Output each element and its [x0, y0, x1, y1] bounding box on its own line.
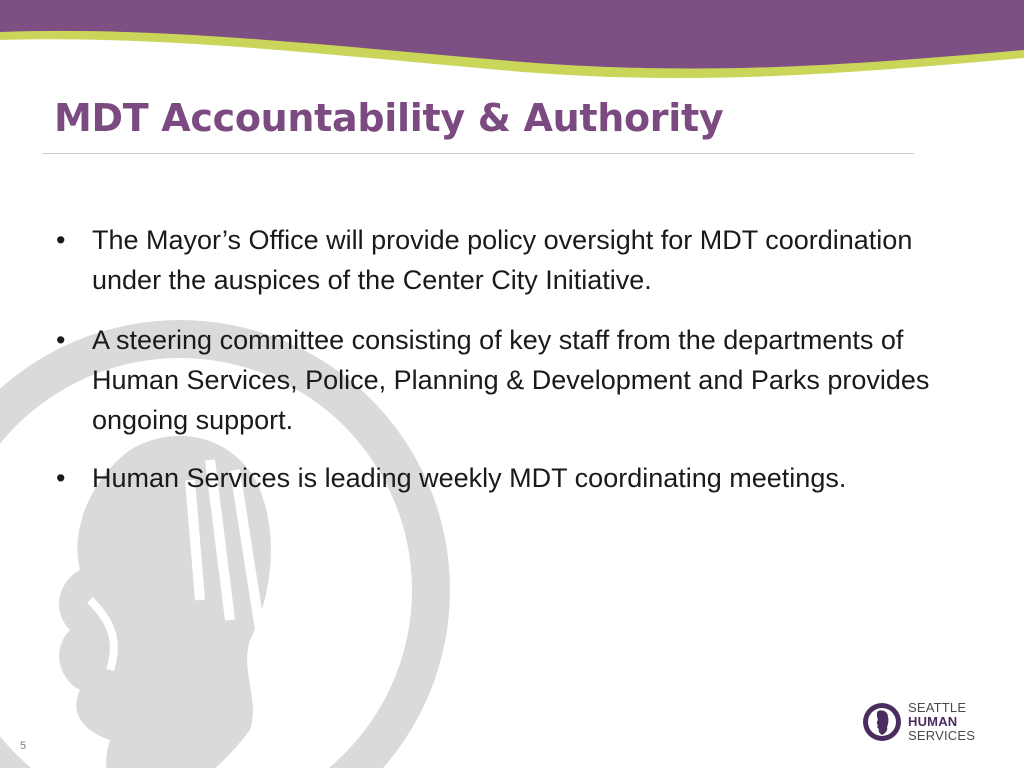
- page-number: 5: [20, 740, 27, 752]
- logo-line-seattle: SEATTLE: [908, 700, 967, 715]
- bullet-item: [56, 320, 976, 440]
- seattle-seal-icon: [862, 702, 902, 742]
- bullet-glyph: •: [56, 225, 66, 255]
- bullet-glyph: •: [56, 463, 66, 493]
- bullet-text: Human Services is leading weekly MDT coordinating meetings.: [92, 463, 847, 493]
- bullet-item: [56, 458, 976, 498]
- title-divider: [42, 153, 914, 154]
- logo-line-services: SERVICES: [908, 728, 976, 743]
- bullet-glyph: •: [56, 325, 66, 355]
- bullet-text: A steering committee consisting of key staff from the departments of Human Services, Police, Planning & Development and Parks provides ongoing support.: [92, 325, 930, 435]
- logo-line-human: HUMAN: [908, 714, 958, 729]
- top-banner: [0, 0, 1024, 90]
- logo-wordmark: [908, 701, 975, 743]
- slide-title: MDT Accountability & Authority: [54, 96, 724, 140]
- bullet-list: [56, 220, 976, 518]
- bullet-text: The Mayor’s Office will provide policy oversight for MDT coordination under the auspices of the Center City Initiative.: [92, 225, 913, 295]
- bullet-item: [56, 220, 976, 300]
- seattle-human-services-logo: [862, 700, 992, 748]
